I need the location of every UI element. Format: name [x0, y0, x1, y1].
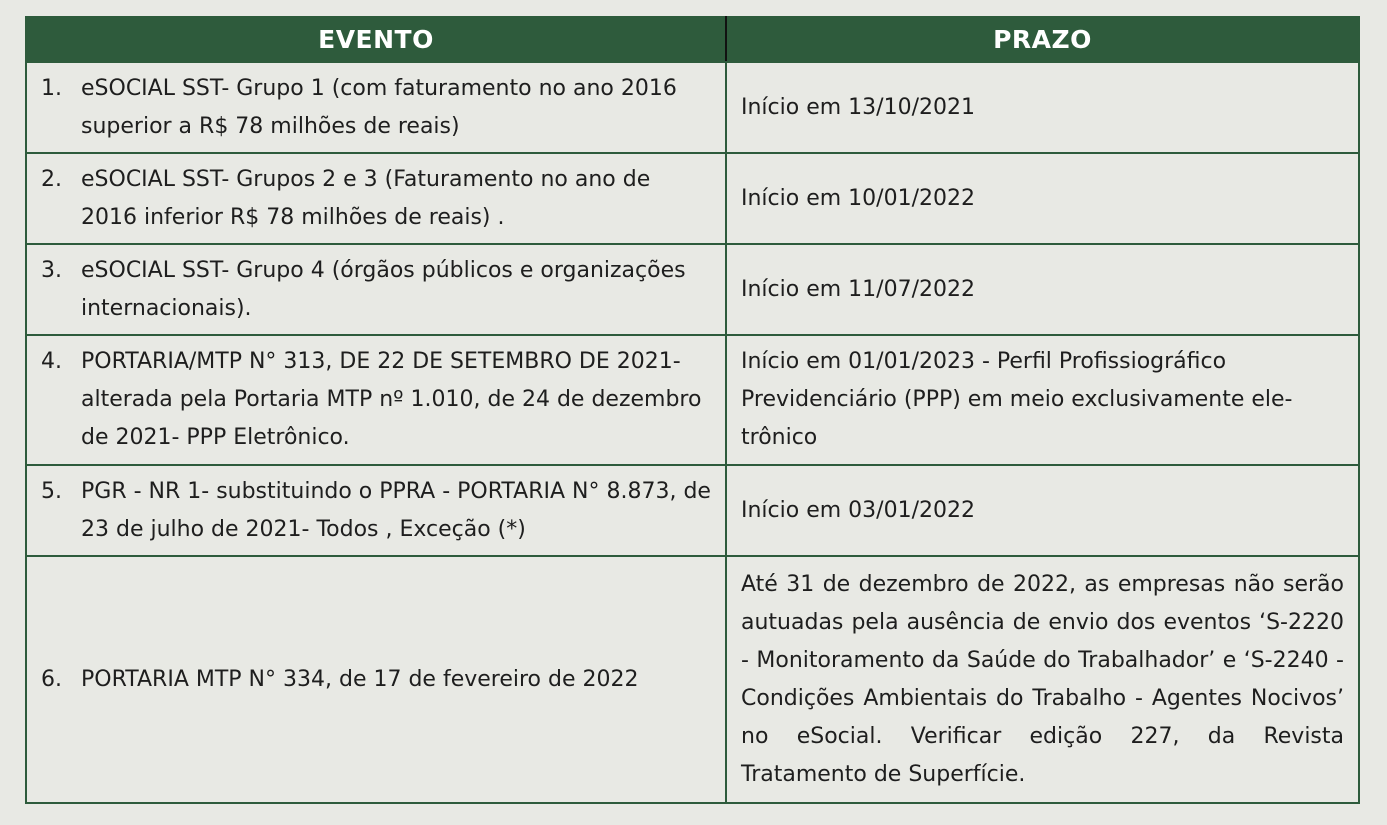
evento-cell	[26, 244, 726, 335]
prazo-cell	[726, 153, 1359, 244]
evento-text: PORTARIA MTP N° 334, de 17 de fevereiro de 2022	[81, 666, 639, 692]
evento-cell	[26, 153, 726, 244]
prazo-text: Início em 03/01/2022	[741, 497, 975, 523]
evento-text: PORTARIA/MTP N° 313, DE 22 DE SETEMBRO DE 2021- alterada pela Portaria MTP nº 1.010, de 24 de dezembro de 2021- PPP Eletrônico.	[81, 349, 702, 450]
evento-text: eSOCIAL SST- Grupo 4 (órgãos públicos e organizações internacionais).	[81, 257, 686, 321]
deadlines-table	[25, 16, 1360, 804]
row-number: 1.	[41, 75, 62, 101]
evento-text: eSOCIAL SST- Grupo 1 (com faturamento no ano 2016 superior a R$ 78 milhões de reais)	[81, 75, 677, 139]
evento-cell	[26, 335, 726, 465]
prazo-cell	[726, 335, 1359, 465]
table-row	[26, 62, 1359, 153]
prazo-text: Início em 10/01/2022	[741, 185, 975, 211]
prazo-text: Até 31 de dezembro de 2022, as empresas não serão autuadas pela ausência de envio dos eventos ‘S-2220 - Monitoramento da Saúde do Trabalhador’ e ‘S-2240 - Condições Ambientais do Trabalho - Agentes Nocivos’ no eSocial. Verificar edição 227, da Revista Tratamento de Superfície.	[741, 571, 1344, 787]
prazo-cell	[726, 244, 1359, 335]
table-row	[26, 556, 1359, 803]
prazo-cell	[726, 556, 1359, 803]
evento-cell	[26, 62, 726, 153]
prazo-text: Início em 13/10/2021	[741, 94, 975, 120]
row-number: 6.	[41, 666, 62, 692]
evento-text: eSOCIAL SST- Grupos 2 e 3 (Faturamento no ano de 2016 inferior R$ 78 milhões de reais) .	[81, 166, 651, 230]
table-row	[26, 465, 1359, 556]
evento-cell	[26, 465, 726, 556]
evento-text: PGR - NR 1- substituindo o PPRA - PORTARIA N° 8.873, de 23 de julho de 2021- Todos , Exceção (*)	[81, 478, 711, 542]
header-evento: EVENTO	[26, 17, 726, 62]
row-number: 2.	[41, 166, 62, 192]
prazo-text: Início em 01/01/2023 - Perfil Profissiográfico Previdenciário (PPP) em meio exclusivamente ele-trônico	[741, 349, 1293, 450]
prazo-text: Início em 11/07/2022	[741, 276, 975, 302]
row-number: 5.	[41, 478, 62, 504]
header-prazo: PRAZO	[726, 17, 1359, 62]
evento-cell	[26, 556, 726, 803]
table-row	[26, 244, 1359, 335]
table-row	[26, 153, 1359, 244]
table-header-row	[26, 17, 1359, 62]
row-number: 4.	[41, 349, 62, 374]
prazo-cell	[726, 62, 1359, 153]
table-row	[26, 335, 1359, 465]
prazo-cell	[726, 465, 1359, 556]
row-number: 3.	[41, 257, 62, 283]
